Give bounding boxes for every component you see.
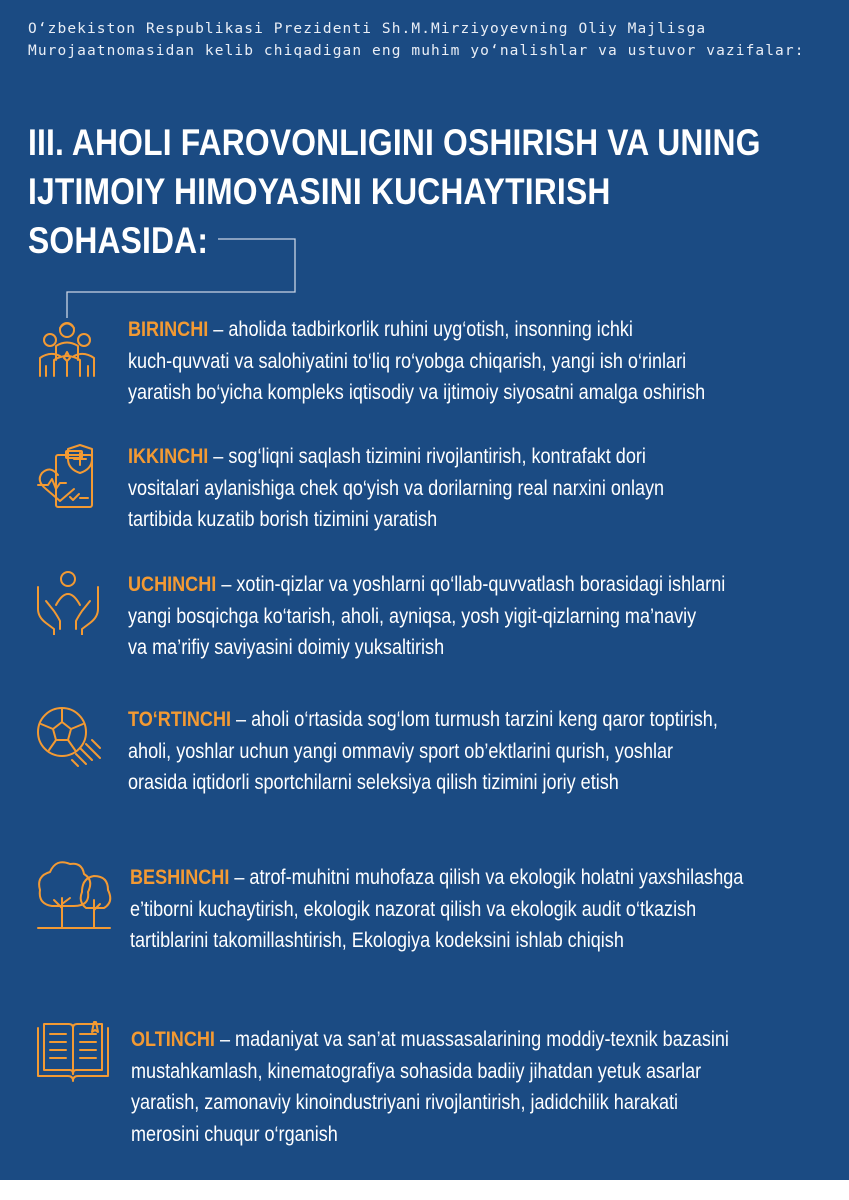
item-line: – aholida tadbirkorlik ruhini uyg‘otish, insonning ichki	[213, 318, 633, 341]
item-key: UCHINCHI	[128, 573, 217, 596]
item-line: vositalari aylanishiga chek qo‘yish va dorilarning real narxini onlayn	[128, 476, 665, 500]
item-line: va ma’rifiy saviyasini doimiy yuksaltirish	[128, 636, 445, 659]
item-key: IKKINCHI	[128, 445, 209, 468]
item-line: tartibida kuzatib borish tizimini yaratish	[128, 508, 438, 531]
item-line: kuch-quvvati va salohiyatini to‘liq ro‘yobga chiqarish, yangi ish o‘rinlari	[128, 349, 687, 373]
trees-icon	[36, 856, 102, 922]
item-text	[128, 704, 747, 799]
health-icon	[34, 441, 100, 507]
item-text	[130, 862, 749, 957]
item-key: BIRINCHI	[128, 318, 209, 341]
item-text	[128, 569, 747, 664]
item-line: – aholi o‘rtasida sog‘lom turmush tarzini keng qaror toptirish,	[236, 708, 718, 731]
intro-line: Murojaatnomasidan kelib chiqadigan eng muhim yo‘nalishlar va ustuvor vazifalar:	[28, 43, 805, 59]
item-line: – sog‘liqni saqlash tizimini rivojlantirish, kontrafakt dori	[213, 445, 646, 468]
item-line: merosini chuqur o‘rganish	[131, 1122, 338, 1146]
item-line: yangi bosqichga ko‘tarish, aholi, ayniqsa, yosh yigit-qizlarning ma’naviy	[128, 604, 697, 628]
item-text	[128, 314, 747, 409]
item-line: – xotin-qizlar va yoshlarni qo‘llab-quvvatlash borasidagi ishlarni	[221, 573, 726, 596]
item-key: OLTINCHI	[131, 1028, 215, 1051]
item-line: yaratish, zamonaviy kinoindustriyani rivojlantirish, jadidchilik harakati	[131, 1091, 679, 1114]
item-line: aholi, yoshlar uchun yangi ommaviy sport ob’ektlarini qurish, yoshlar	[128, 739, 674, 763]
item-text	[128, 441, 747, 536]
item-text	[131, 1024, 750, 1150]
title-line: IJTIMOIY HIMOYASINI KUCHAYTIRISH	[28, 171, 611, 212]
bottom-band	[0, 1180, 849, 1200]
item-line: e’tiborni kuchaytirish, ekologik nazorat qilish va ekologik audit o‘tkazish	[130, 897, 697, 921]
item-line: – madaniyat va san’at muassasalarining moddiy-texnik bazasini	[219, 1028, 729, 1051]
care-hands-icon	[34, 569, 100, 635]
item-key: TO‘RTINCHI	[128, 708, 232, 731]
item-line: yaratish bo‘yicha kompleks iqtisodiy va ijtimoiy siyosatni amalga oshirish	[128, 381, 706, 404]
item-key: BESHINCHI	[130, 866, 230, 889]
people-icon	[34, 316, 100, 382]
soccer-ball-icon	[36, 704, 102, 770]
title-line: SOHASIDA:	[28, 220, 209, 261]
item-line: orasida iqtidorli sportchilarni seleksiya qilish tizimini joriy etish	[128, 771, 619, 794]
title-connector-line	[0, 0, 849, 340]
intro-line: O‘zbekiston Respublikasi Prezidenti Sh.M.Mirziyoyevning Oliy Majlisga	[28, 21, 707, 37]
item-line: mustahkamlash, kinematografiya sohasida badiiy jihatdan yetuk asarlar	[131, 1059, 702, 1083]
item-line: tartiblarini takomillashtirish, Ekologiya kodeksini ishlab chiqish	[130, 929, 624, 952]
open-book-icon	[36, 1020, 102, 1086]
item-line: – atrof-muhitni muhofaza qilish va ekologik holatni yaxshilashga	[234, 866, 744, 889]
title-line: III. AHOLI FAROVONLIGINI OSHIRISH VA UNING	[28, 122, 761, 163]
